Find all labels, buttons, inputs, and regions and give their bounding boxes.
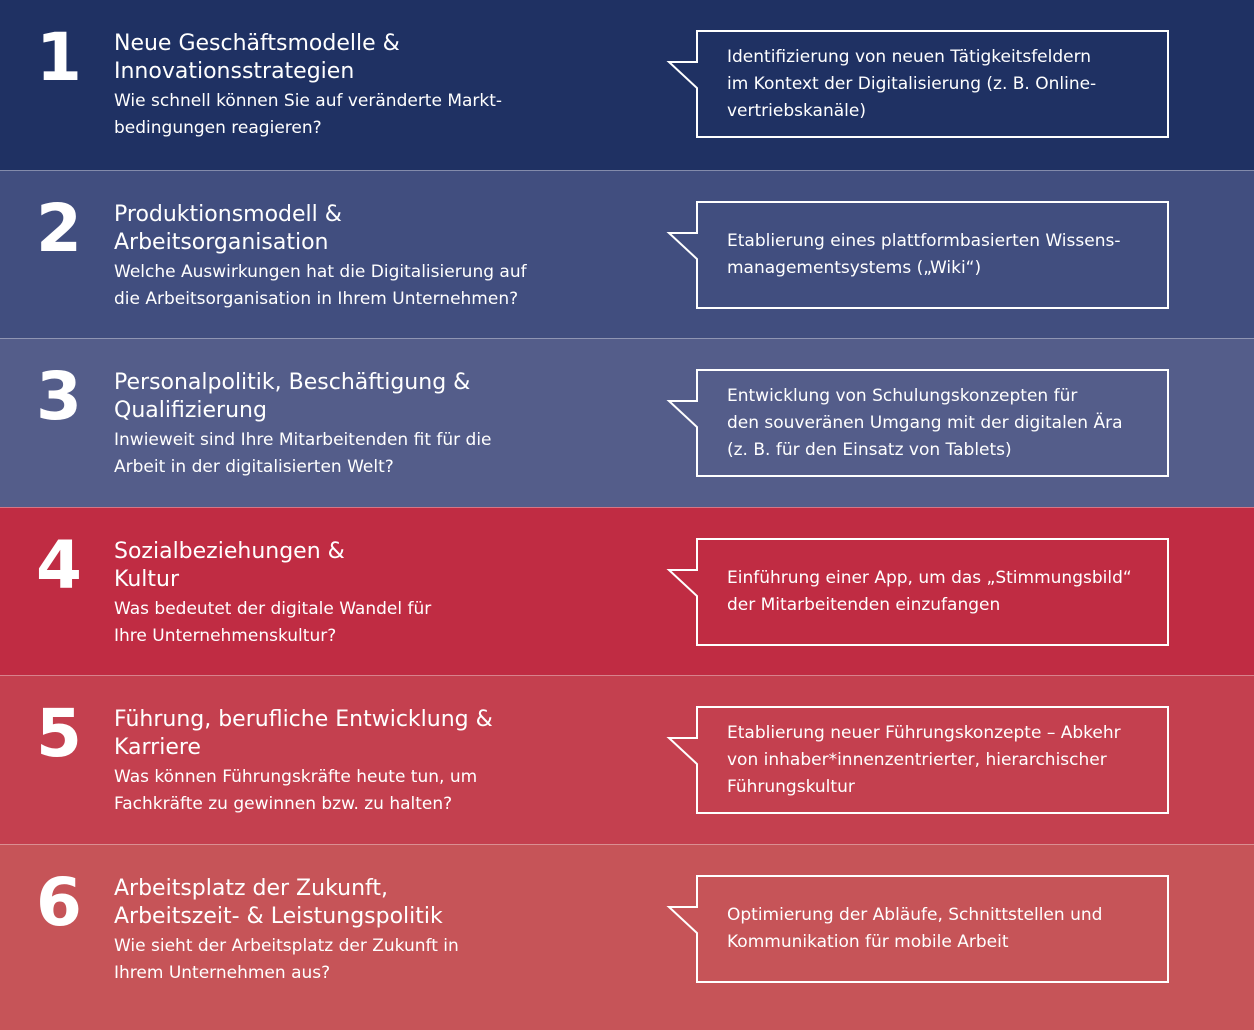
topic-row-2 — [0, 170, 1254, 338]
topic-number: 1 — [36, 19, 81, 96]
topic-row-6 — [0, 844, 1254, 1030]
example-callout — [668, 201, 1170, 309]
example-text: Etablierung neuer Führungskonzepte – Abkehr von inhaber*innenzentrierter, hierarchischer Führungskultur — [727, 722, 1121, 797]
topic-question: Wie schnell können Sie auf veränderte Markt- bedingungen reagieren? — [114, 91, 503, 138]
topic-row-4 — [0, 507, 1254, 675]
example-text: Optimierung der Abläufe, Schnittstellen und Kommunikation für mobile Arbeit — [727, 905, 1103, 952]
example-text: Identifizierung von neuen Tätigkeitsfeldern im Kontext der Digitalisierung (z. B. Online- vertriebskanäle) — [727, 46, 1097, 121]
topic-number: 3 — [36, 358, 81, 435]
topic-number: 5 — [36, 695, 81, 772]
topic-text — [114, 30, 584, 142]
topic-text — [114, 875, 584, 987]
example-text: Einführung einer App, um das „Stimmungsbild“ der Mitarbeitenden einzufangen — [727, 568, 1132, 615]
example-text: Entwicklung von Schulungskonzepten für den souveränen Umgang mit der digitalen Ära (z. B. für den Einsatz von Tablets) — [727, 385, 1123, 460]
topic-number: 6 — [36, 864, 81, 941]
topic-row-5 — [0, 675, 1254, 844]
example-text: Etablierung eines plattformbasierten Wissens- managementsystems („Wiki“) — [727, 231, 1121, 278]
topic-title: Arbeitsplatz der Zukunft, Arbeitszeit- & Leistungspolitik — [114, 876, 443, 929]
topic-row-3 — [0, 338, 1254, 507]
topic-text — [114, 538, 584, 650]
topic-question: Was können Führungskräfte heute tun, um Fachkräfte zu gewinnen bzw. zu halten? — [114, 767, 478, 814]
topic-title: Sozialbeziehungen & Kultur — [114, 539, 345, 592]
topic-question: Inwieweit sind Ihre Mitarbeitenden fit für die Arbeit in der digitalisierten Welt? — [114, 430, 492, 477]
topic-question: Welche Auswirkungen hat die Digitalisierung auf die Arbeitsorganisation in Ihrem Unternehmen? — [114, 262, 527, 309]
topic-title: Neue Geschäftsmodelle & Innovationsstrategien — [114, 31, 400, 84]
example-callout — [668, 706, 1170, 814]
topic-text — [114, 706, 584, 818]
topic-row-1 — [0, 0, 1254, 170]
topic-number: 4 — [36, 527, 81, 604]
topic-title: Produktionsmodell & Arbeitsorganisation — [114, 202, 342, 255]
topic-question: Was bedeutet der digitale Wandel für Ihre Unternehmenskultur? — [114, 599, 432, 646]
topic-text — [114, 369, 584, 481]
example-callout — [668, 369, 1170, 477]
topic-title: Führung, berufliche Entwicklung & Karriere — [114, 707, 493, 760]
example-callout — [668, 875, 1170, 983]
example-callout — [668, 30, 1170, 138]
topic-number: 2 — [36, 190, 81, 267]
topic-question: Wie sieht der Arbeitsplatz der Zukunft in Ihrem Unternehmen aus? — [114, 936, 459, 983]
topic-title: Personalpolitik, Beschäftigung & Qualifizierung — [114, 370, 471, 423]
topic-text — [114, 201, 584, 313]
example-callout — [668, 538, 1170, 646]
